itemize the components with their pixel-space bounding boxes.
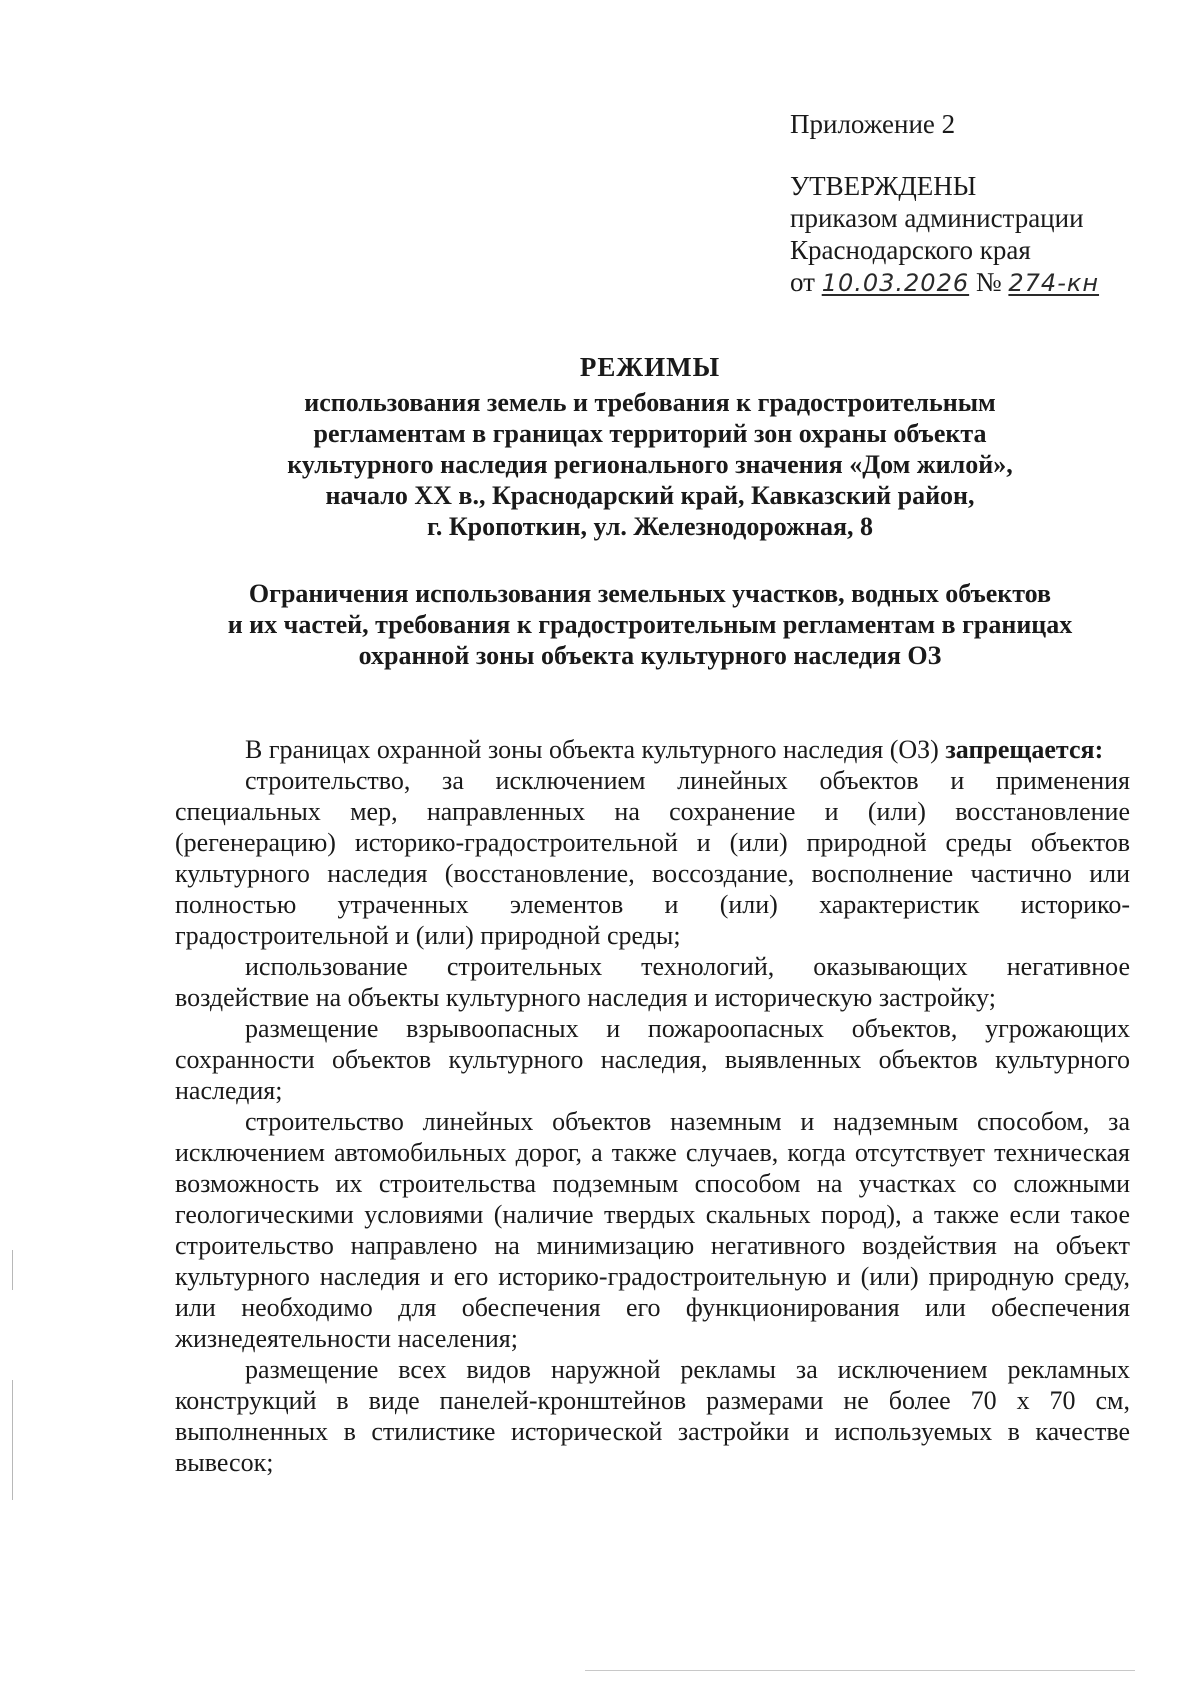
approved-region: Краснодарского края (790, 235, 1031, 265)
section-heading (170, 578, 1130, 671)
intro-paragraph (175, 734, 1130, 765)
scan-margin-mark (12, 1380, 13, 1500)
document-title (170, 352, 1130, 542)
prohibition-item: использование строительных технологий, оказывающих негативное воздействие на объекты культурного наследия и историческую застройку; (175, 952, 1130, 1012)
intro-text: В границах охранной зоны объекта культурного наследия (ОЗ) (245, 735, 939, 764)
prohibited-label: запрещается: (945, 735, 1104, 764)
title-line: начало XX в., Краснодарский край, Кавказский район, (325, 481, 975, 510)
prohibition-item: размещение взрывоопасных и пожароопасных объектов, угрожающих сохранности объектов культурного наследия, выявленных объектов культурного наследия; (175, 1014, 1130, 1105)
section-heading-line: Ограничения использования земельных участков, водных объектов (248, 579, 1052, 608)
title-line: культурного наследия регионального значения «Дом жилой», (287, 450, 1013, 479)
annex-label: Приложение 2 (790, 109, 956, 139)
number-prefix: № (975, 267, 1002, 297)
title-line: регламентам в границах территорий зон охраны объекта (313, 419, 987, 448)
title-line: г. Кропоткин, ул. Железнодорожная, 8 (426, 512, 874, 541)
title-line: использования земель и требования к градостроительным (304, 388, 996, 417)
approved-by-order: приказом администрации (790, 203, 1084, 233)
prohibition-item: строительство, за исключением линейных объектов и применения специальных мер, направленных на сохранение и (или) восстановление (регенерацию) историко-градостроительной и (или) природной среды объектов культурного наследия (восстановление, воссоздание, восполнение частично или полностью утраченных элементов и (или) характеристик историко-градостроительной и (или) природной среды; (175, 766, 1130, 950)
approved-label: УТВЕРЖДЕНЫ (790, 171, 977, 201)
title-main: РЕЖИМЫ (579, 352, 721, 382)
scan-bottom-rule (585, 1670, 1135, 1671)
from-prefix: от (790, 267, 815, 297)
order-date-number (790, 266, 1170, 299)
approval-stamp (790, 108, 1170, 299)
prohibition-item: строительство линейных объектов наземным и надземным способом, за исключением автомобильных дорог, а также случаев, когда отсутствует техническая возможность их строительства подземным способом на участках со сложными геологическими условиями (наличие твердых скальных пород), а также если такое строительство направлено на минимизацию негативного воздействия на объект культурного наследия и его историко-градостроительную и (или) природную среду, или необходимо для обеспечения его функционирования или обеспечения жизнедеятельности населения; (175, 1107, 1130, 1353)
section-heading-line: и их частей, требования к градостроительным регламентам в границах (227, 610, 1073, 639)
handwritten-date: 10.03.2026 (821, 269, 970, 297)
handwritten-number: 274-кн (1008, 269, 1100, 297)
section-heading-line: охранной зоны объекта культурного наследия ОЗ (358, 641, 942, 670)
body-text (175, 734, 1130, 1478)
scan-margin-mark (12, 1250, 13, 1290)
prohibition-item: размещение всех видов наружной рекламы за исключением рекламных конструкций в виде панелей-кронштейнов размерами не более 70 x 70 см, выполненных в стилистике исторической застройки и используемых в качестве вывесок; (175, 1355, 1130, 1477)
